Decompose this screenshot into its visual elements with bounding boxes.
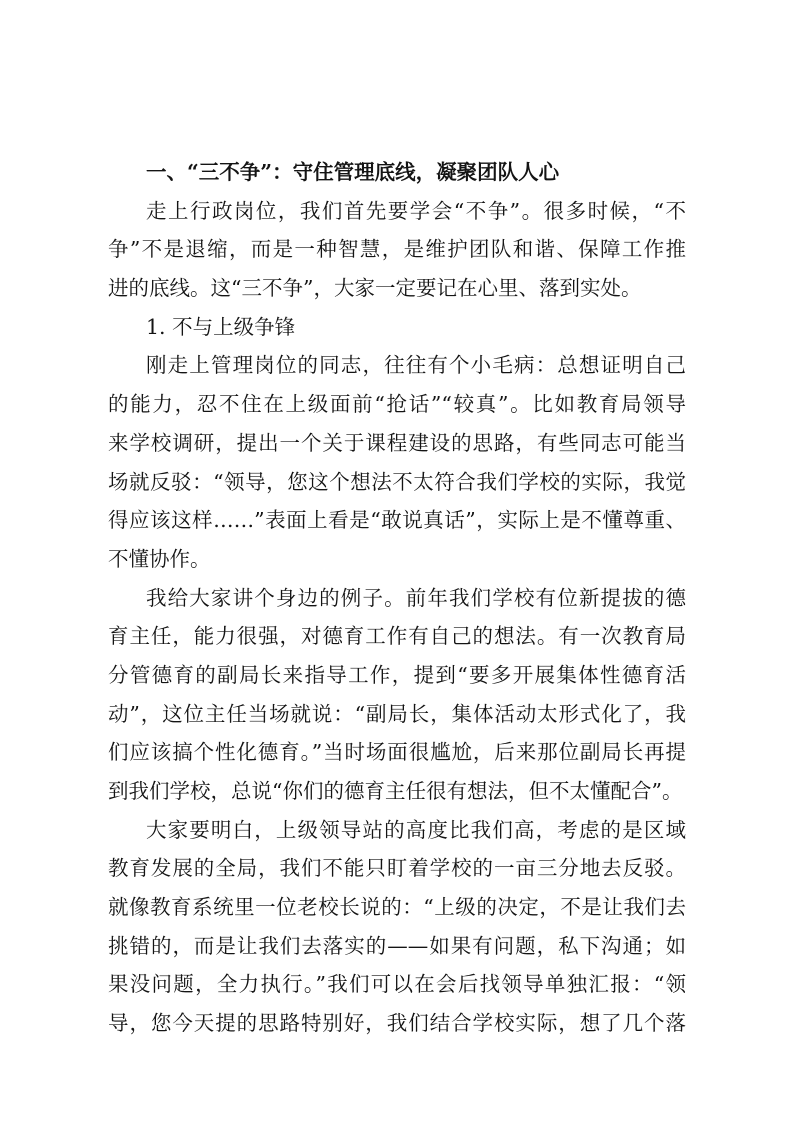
- paragraph-line: 育主任，能力很强，对德育工作有自己的想法。有一次教育局: [108, 624, 686, 649]
- section-heading: 一、“三不争”：守住管理底线，凝聚团队人心: [146, 160, 560, 184]
- paragraph-line: 得应该这样……”表面上看是“敢说真话”，实际上是不懂尊重、: [108, 508, 686, 533]
- paragraph-line: 分管德育的副局长来指导工作，提到“要多开展集体性德育活: [108, 662, 686, 687]
- paragraph-line: 到我们学校，总说“你们的德育主任很有想法，但不太懂配合”。: [108, 779, 683, 803]
- paragraph-line: 就像教育系统里一位老校长说的：“上级的决定，不是让我们去: [108, 895, 686, 920]
- paragraph-line: 场就反驳：“领导，您这个想法不太符合我们学校的实际，我觉: [108, 469, 686, 494]
- paragraph-line: 的能力，忍不住在上级面前“抢话”“较真”。比如教育局领导: [108, 392, 686, 417]
- paragraph-line: 不懂协作。: [108, 546, 211, 571]
- paragraph-line: 来学校调研，提出一个关于课程建设的思路，有些同志可能当: [108, 430, 686, 455]
- paragraph-line: 争”不是退缩，而是一种智慧，是维护团队和谐、保障工作推: [108, 237, 686, 262]
- body-paragraph-3: [108, 811, 686, 1043]
- document-body: [108, 153, 686, 1043]
- paragraph-line: 挑错的，而是让我们去落实的——如果有问题，私下沟通；如: [108, 933, 686, 958]
- body-paragraph-2: [108, 579, 686, 811]
- paragraph-line: 们应该搞个性化德育。”当时场面很尴尬，后来那位副局长再提: [108, 740, 686, 765]
- paragraph-line: 我给大家讲个身边的例子。前年我们学校有位新提拔的德: [146, 585, 686, 610]
- paragraph-line: 动”，这位主任当场就说：“副局长，集体活动太形式化了，我: [108, 701, 686, 726]
- paragraph-line: 进的底线。这“三不争”，大家一定要记在心里、落到实处。: [108, 276, 642, 301]
- paragraph-line: 果没问题，全力执行。”我们可以在会后找领导单独汇报：“领: [108, 972, 686, 997]
- paragraph-line: 大家要明白，上级领导站的高度比我们高，考虑的是区域: [146, 817, 686, 842]
- paragraph-line: 导，您今天提的思路特别好，我们结合学校实际，想了几个落: [108, 1011, 686, 1036]
- body-paragraph-1: [108, 346, 686, 578]
- paragraph-line: 走上行政岗位，我们首先要学会“不争”。很多时候，“不: [146, 198, 686, 223]
- paragraph-line: 刚走上管理岗位的同志，往往有个小毛病：总想证明自己: [146, 353, 686, 378]
- intro-paragraph: [108, 192, 686, 308]
- subsection-heading: 1. 不与上级争锋: [146, 314, 296, 339]
- paragraph-line: 教育发展的全局，我们不能只盯着学校的一亩三分地去反驳。: [108, 856, 686, 881]
